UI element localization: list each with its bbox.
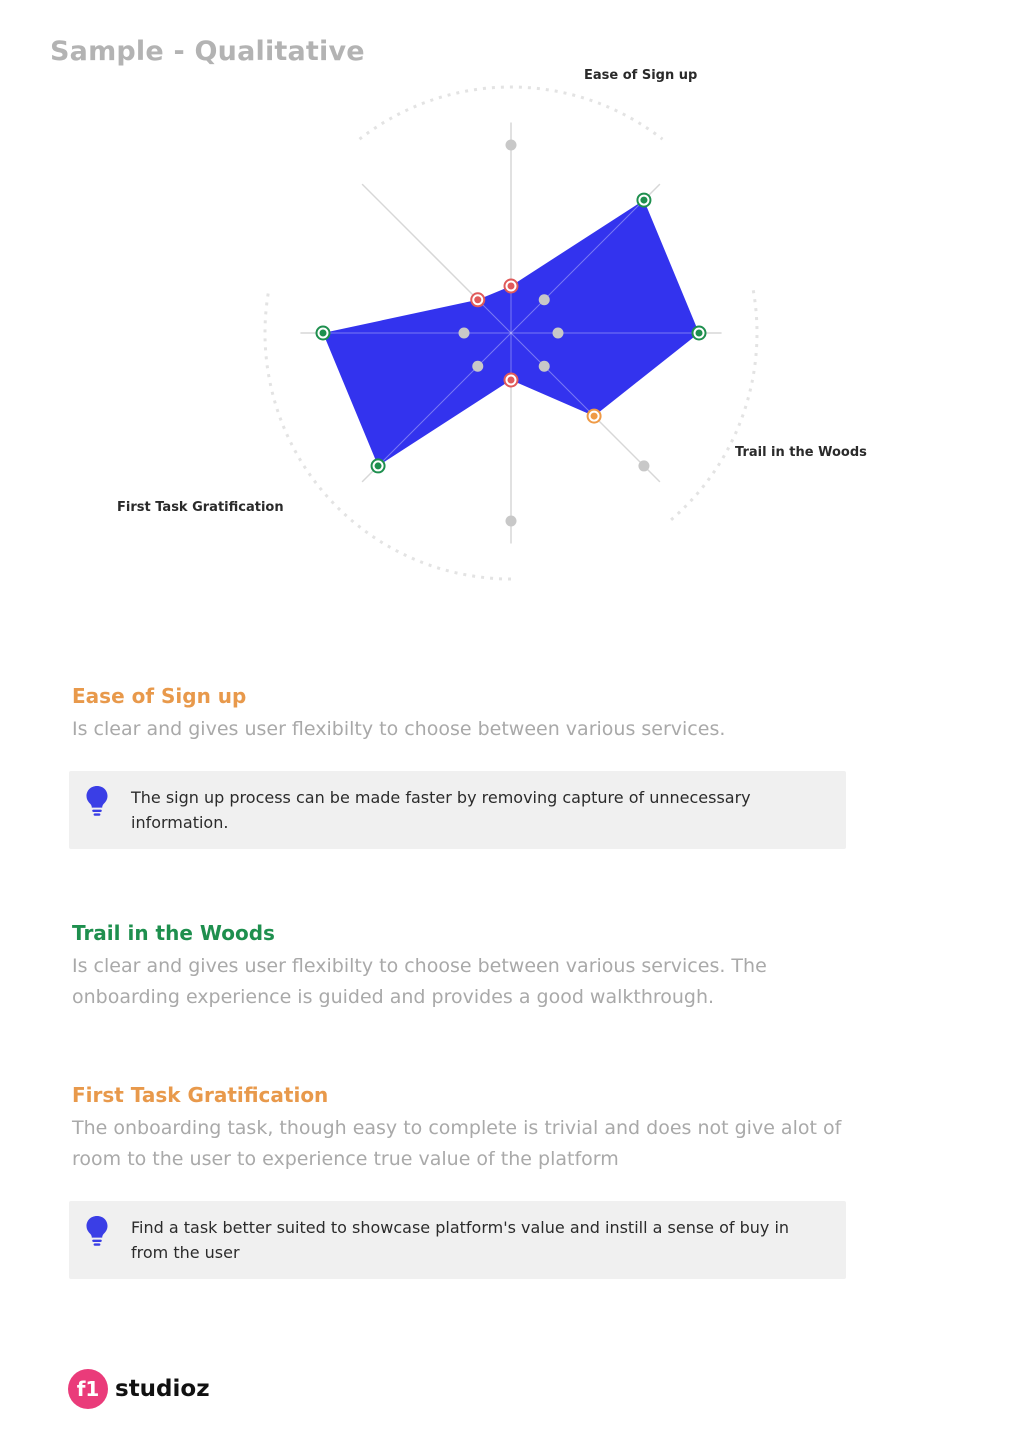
axis-label-first-task-gratification: First Task Gratification — [117, 500, 284, 515]
reference-dot — [638, 460, 649, 471]
tip-text: The sign up process can be made faster by removing capture of unnecessary information. — [131, 788, 751, 832]
reference-dot — [459, 328, 470, 339]
section-body: The onboarding task, though easy to complete is trivial and does not give alot of room to the user to experience true value of the platform — [72, 1117, 842, 1170]
section-title: Trail in the Woods — [72, 921, 275, 945]
axis-label-trail-in-the-woods: Trail in the Woods — [735, 445, 867, 460]
data-point-center — [320, 330, 327, 337]
data-point-center — [508, 283, 515, 290]
section-body: Is clear and gives user flexibilty to choose between various services. — [72, 718, 726, 740]
axis-label-ease-of-sign-up: Ease of Sign up — [584, 68, 698, 83]
section-title: Ease of Sign up — [72, 684, 247, 708]
tip-text: Find a task better suited to showcase platform's value and instill a sense of buy in from the user — [131, 1218, 790, 1262]
data-point-center — [696, 330, 703, 337]
data-point-center — [508, 377, 515, 384]
lightbulb-icon — [85, 1215, 109, 1251]
lightbulb-icon — [85, 785, 109, 821]
reference-dot — [506, 140, 517, 151]
section-body: Is clear and gives user flexibilty to choose between various services. The onboarding experience is guided and provides a good walkthrough. — [72, 955, 767, 1008]
section-ease-of-sign-up — [72, 684, 872, 745]
section-first-task-gratification — [72, 1083, 872, 1175]
section-trail-in-the-woods — [72, 921, 872, 1013]
tip-box — [69, 1201, 846, 1279]
data-point-center — [375, 462, 382, 469]
reference-dot — [553, 328, 564, 339]
data-point-center — [591, 413, 598, 420]
section-title: First Task Gratification — [72, 1083, 329, 1107]
tip-box — [69, 771, 846, 849]
radar-chart — [0, 0, 1024, 640]
brand-logo — [68, 1369, 210, 1409]
page-title: Sample - Qualitative — [50, 36, 365, 67]
reference-dot — [472, 361, 483, 372]
brand-name: studioz — [115, 1376, 210, 1402]
brand-mark: f1 — [68, 1369, 108, 1409]
data-point-center — [640, 197, 647, 204]
reference-dot — [539, 294, 550, 305]
reference-dot — [539, 361, 550, 372]
reference-dot — [506, 516, 517, 527]
data-point-center — [474, 296, 481, 303]
